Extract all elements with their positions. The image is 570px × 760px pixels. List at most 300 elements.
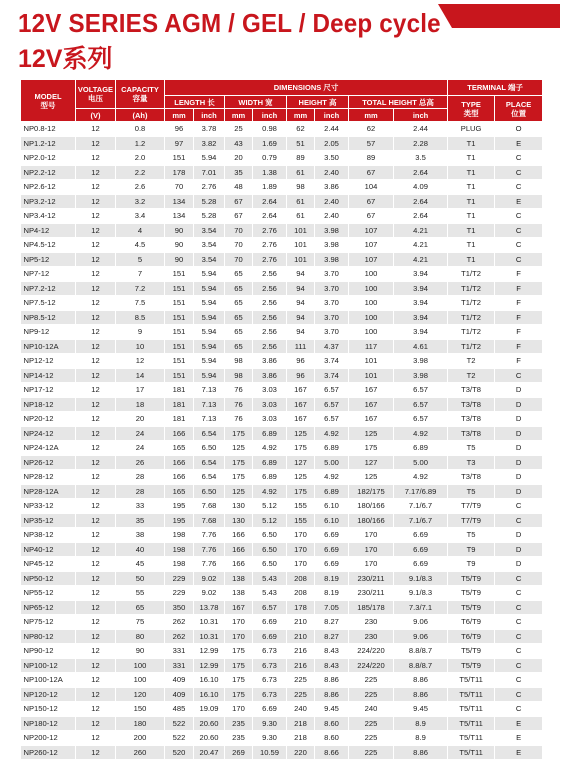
cell-voltage: 12 <box>76 296 116 311</box>
cell-voltage: 12 <box>76 238 116 253</box>
table-row <box>21 600 543 615</box>
cell-total-height-mm: 107 <box>349 238 394 253</box>
cell-height-mm: 175 <box>287 441 315 456</box>
cell-length-inch: 5.94 <box>194 296 225 311</box>
cell-height-mm: 167 <box>287 412 315 427</box>
cell-terminal-type: T1 <box>448 223 495 238</box>
cell-total-height-inch: 5.00 <box>394 455 448 470</box>
cell-total-height-inch: 3.5 <box>394 151 448 166</box>
cell-voltage: 12 <box>76 368 116 383</box>
cell-voltage: 12 <box>76 281 116 296</box>
table-row <box>21 151 543 166</box>
cell-terminal-place: E <box>495 194 543 209</box>
cell-total-height-inch: 6.57 <box>394 383 448 398</box>
cell-terminal-type: T1/T2 <box>448 267 495 282</box>
cell-height-mm: 170 <box>287 557 315 572</box>
cell-width-inch: 5.12 <box>253 513 287 528</box>
cell-model: NP18-12 <box>21 397 76 412</box>
cell-height-inch: 2.44 <box>315 122 349 137</box>
cell-model: NP40-12 <box>21 542 76 557</box>
cell-length-inch: 10.31 <box>194 629 225 644</box>
cell-length-inch: 16.10 <box>194 673 225 688</box>
cell-length-mm: 198 <box>165 528 194 543</box>
cell-terminal-type: T1/T2 <box>448 281 495 296</box>
cell-capacity: 3.4 <box>116 209 165 224</box>
cell-model: NP65-12 <box>21 600 76 615</box>
cell-capacity: 14 <box>116 368 165 383</box>
cell-total-height-inch: 2.64 <box>394 209 448 224</box>
cell-capacity: 2.6 <box>116 180 165 195</box>
cell-capacity: 4.5 <box>116 238 165 253</box>
cell-length-inch: 2.76 <box>194 180 225 195</box>
cell-length-mm: 151 <box>165 296 194 311</box>
cell-height-inch: 3.74 <box>315 368 349 383</box>
cell-total-height-inch: 7.1/6.7 <box>394 499 448 514</box>
cell-capacity: 75 <box>116 615 165 630</box>
cell-width-inch: 2.56 <box>253 310 287 325</box>
cell-model: NP75-12 <box>21 615 76 630</box>
cell-total-height-mm: 167 <box>349 412 394 427</box>
cell-terminal-type: T5/T9 <box>448 600 495 615</box>
table-row <box>21 122 543 137</box>
cell-length-inch: 5.94 <box>194 310 225 325</box>
cell-height-mm: 94 <box>287 281 315 296</box>
cell-height-mm: 170 <box>287 528 315 543</box>
cell-model: NP0.8-12 <box>21 122 76 137</box>
cell-width-inch: 6.50 <box>253 557 287 572</box>
cell-width-mm: 235 <box>225 716 253 731</box>
cell-height-mm: 101 <box>287 252 315 267</box>
cell-width-inch: 3.86 <box>253 354 287 369</box>
cell-height-inch: 8.66 <box>315 745 349 760</box>
cell-voltage: 12 <box>76 426 116 441</box>
cell-total-height-inch: 3.94 <box>394 281 448 296</box>
cell-voltage: 12 <box>76 180 116 195</box>
cell-length-inch: 7.68 <box>194 499 225 514</box>
cell-length-inch: 9.02 <box>194 571 225 586</box>
unit-width-inch: inch <box>253 109 287 122</box>
cell-terminal-place: F <box>495 354 543 369</box>
cell-total-height-inch: 9.1/8.3 <box>394 586 448 601</box>
cell-terminal-place: E <box>495 745 543 760</box>
cell-length-mm: 165 <box>165 441 194 456</box>
cell-terminal-place: E <box>495 731 543 746</box>
col-header-voltage: VOLTAGE 电压 <box>76 80 116 109</box>
cell-voltage: 12 <box>76 571 116 586</box>
cell-height-mm: 155 <box>287 513 315 528</box>
cell-length-inch: 3.82 <box>194 136 225 151</box>
cell-voltage: 12 <box>76 151 116 166</box>
cell-terminal-type: T9 <box>448 542 495 557</box>
cell-capacity: 24 <box>116 426 165 441</box>
cell-width-inch: 2.76 <box>253 238 287 253</box>
cell-total-height-mm: 170 <box>349 557 394 572</box>
cell-height-inch: 8.27 <box>315 615 349 630</box>
cell-height-inch: 8.19 <box>315 586 349 601</box>
unit-capacity: (Ah) <box>116 109 165 122</box>
cell-width-mm: 70 <box>225 252 253 267</box>
cell-length-mm: 134 <box>165 209 194 224</box>
cell-length-inch: 6.54 <box>194 426 225 441</box>
cell-terminal-type: T5 <box>448 484 495 499</box>
cell-voltage: 12 <box>76 136 116 151</box>
cell-length-inch: 6.54 <box>194 455 225 470</box>
cell-length-inch: 5.94 <box>194 339 225 354</box>
cell-voltage: 12 <box>76 267 116 282</box>
cell-model: NP7.5-12 <box>21 296 76 311</box>
cell-width-inch: 6.69 <box>253 629 287 644</box>
cell-total-height-inch: 6.69 <box>394 557 448 572</box>
cell-length-inch: 20.60 <box>194 716 225 731</box>
cell-terminal-type: T5/T9 <box>448 586 495 601</box>
cell-length-mm: 229 <box>165 586 194 601</box>
cell-capacity: 200 <box>116 731 165 746</box>
corner-decoration <box>438 4 560 28</box>
table-row <box>21 368 543 383</box>
cell-total-height-mm: 100 <box>349 325 394 340</box>
cell-width-mm: 235 <box>225 731 253 746</box>
cell-height-inch: 6.10 <box>315 499 349 514</box>
cell-capacity: 26 <box>116 455 165 470</box>
cell-model: NP7.2-12 <box>21 281 76 296</box>
cell-voltage: 12 <box>76 644 116 659</box>
cell-height-inch: 3.98 <box>315 252 349 267</box>
cell-terminal-type: T7/T9 <box>448 499 495 514</box>
cell-height-inch: 6.89 <box>315 484 349 499</box>
cell-terminal-place: C <box>495 644 543 659</box>
cell-length-mm: 151 <box>165 151 194 166</box>
cell-total-height-mm: 230/211 <box>349 586 394 601</box>
cell-total-height-inch: 3.94 <box>394 310 448 325</box>
cell-total-height-inch: 2.64 <box>394 194 448 209</box>
cell-terminal-type: T3/T8 <box>448 383 495 398</box>
cell-total-height-mm: 67 <box>349 209 394 224</box>
cell-length-mm: 195 <box>165 499 194 514</box>
cell-total-height-inch: 4.21 <box>394 223 448 238</box>
cell-total-height-inch: 6.57 <box>394 412 448 427</box>
cell-model: NP10-12A <box>21 339 76 354</box>
cell-length-mm: 151 <box>165 267 194 282</box>
cell-length-inch: 3.54 <box>194 252 225 267</box>
cell-model: NP38-12 <box>21 528 76 543</box>
cell-width-inch: 9.30 <box>253 716 287 731</box>
cell-height-inch: 6.69 <box>315 557 349 572</box>
table-row <box>21 397 543 412</box>
cell-length-mm: 331 <box>165 658 194 673</box>
cell-total-height-mm: 100 <box>349 296 394 311</box>
table-row <box>21 252 543 267</box>
cell-height-mm: 61 <box>287 209 315 224</box>
cell-model: NP33-12 <box>21 499 76 514</box>
unit-height-mm: mm <box>287 109 315 122</box>
cell-width-inch: 5.12 <box>253 499 287 514</box>
cell-length-mm: 262 <box>165 615 194 630</box>
cell-length-inch: 7.76 <box>194 542 225 557</box>
cell-width-inch: 6.73 <box>253 644 287 659</box>
cell-model: NP3.2-12 <box>21 194 76 209</box>
cell-total-height-mm: 185/178 <box>349 600 394 615</box>
cell-width-inch: 6.57 <box>253 600 287 615</box>
table-row <box>21 629 543 644</box>
cell-length-inch: 6.54 <box>194 470 225 485</box>
cell-total-height-inch: 8.86 <box>394 687 448 702</box>
cell-height-inch: 4.92 <box>315 470 349 485</box>
cell-length-inch: 5.94 <box>194 325 225 340</box>
cell-length-mm: 166 <box>165 455 194 470</box>
cell-capacity: 12 <box>116 354 165 369</box>
cell-total-height-mm: 224/220 <box>349 644 394 659</box>
cell-total-height-inch: 3.94 <box>394 296 448 311</box>
cell-capacity: 28 <box>116 484 165 499</box>
cell-model: NP120-12 <box>21 687 76 702</box>
cell-total-height-inch: 2.64 <box>394 165 448 180</box>
cell-height-mm: 62 <box>287 122 315 137</box>
cell-width-mm: 25 <box>225 122 253 137</box>
cell-height-inch: 2.40 <box>315 209 349 224</box>
cell-height-mm: 127 <box>287 455 315 470</box>
cell-terminal-place: C <box>495 586 543 601</box>
cell-capacity: 40 <box>116 542 165 557</box>
cell-terminal-place: D <box>495 412 543 427</box>
cell-voltage: 12 <box>76 513 116 528</box>
cell-total-height-mm: 89 <box>349 151 394 166</box>
cell-height-mm: 61 <box>287 165 315 180</box>
cell-capacity: 7.2 <box>116 281 165 296</box>
table-row <box>21 615 543 630</box>
table-row <box>21 325 543 340</box>
cell-length-mm: 166 <box>165 470 194 485</box>
cell-voltage: 12 <box>76 354 116 369</box>
cell-height-inch: 3.50 <box>315 151 349 166</box>
cell-width-inch: 2.76 <box>253 223 287 238</box>
cell-terminal-type: T5/T9 <box>448 571 495 586</box>
cell-height-mm: 125 <box>287 470 315 485</box>
cell-height-mm: 218 <box>287 731 315 746</box>
cell-model: NP28-12A <box>21 484 76 499</box>
table-row <box>21 426 543 441</box>
cell-terminal-type: T5/T9 <box>448 658 495 673</box>
cell-terminal-type: T1/T2 <box>448 339 495 354</box>
cell-height-inch: 8.19 <box>315 571 349 586</box>
cell-voltage: 12 <box>76 687 116 702</box>
cell-total-height-inch: 7.3/7.1 <box>394 600 448 615</box>
col-header-width: WIDTH 宽 <box>225 96 287 109</box>
cell-model: NP4-12 <box>21 223 76 238</box>
cell-total-height-mm: 225 <box>349 716 394 731</box>
cell-total-height-inch: 8.8/8.7 <box>394 658 448 673</box>
cell-length-inch: 12.99 <box>194 658 225 673</box>
cell-capacity: 18 <box>116 397 165 412</box>
cell-length-mm: 331 <box>165 644 194 659</box>
table-row <box>21 571 543 586</box>
cell-height-mm: 61 <box>287 194 315 209</box>
cell-length-inch: 5.94 <box>194 354 225 369</box>
cell-voltage: 12 <box>76 470 116 485</box>
cell-length-mm: 97 <box>165 136 194 151</box>
cell-width-mm: 269 <box>225 745 253 760</box>
col-header-capacity: CAPACITY 容量 <box>116 80 165 109</box>
cell-width-inch: 6.69 <box>253 615 287 630</box>
cell-length-inch: 7.13 <box>194 383 225 398</box>
table-row <box>21 267 543 282</box>
cell-width-inch: 6.50 <box>253 542 287 557</box>
cell-height-inch: 6.57 <box>315 383 349 398</box>
cell-model: NP260-12 <box>21 745 76 760</box>
cell-model: NP24-12A <box>21 441 76 456</box>
cell-terminal-place: D <box>495 397 543 412</box>
cell-total-height-inch: 3.98 <box>394 368 448 383</box>
cell-terminal-place: F <box>495 310 543 325</box>
cell-height-inch: 5.00 <box>315 455 349 470</box>
cell-terminal-type: T2 <box>448 368 495 383</box>
cell-total-height-inch: 8.86 <box>394 673 448 688</box>
cell-model: NP1.2-12 <box>21 136 76 151</box>
cell-total-height-inch: 9.06 <box>394 615 448 630</box>
cell-length-inch: 6.50 <box>194 484 225 499</box>
cell-width-mm: 166 <box>225 542 253 557</box>
cell-terminal-place: C <box>495 658 543 673</box>
cell-terminal-type: T1 <box>448 238 495 253</box>
cell-width-inch: 3.03 <box>253 412 287 427</box>
cell-width-mm: 65 <box>225 296 253 311</box>
cell-total-height-mm: 100 <box>349 281 394 296</box>
cell-width-mm: 43 <box>225 136 253 151</box>
col-header-type: TYPE 类型 <box>448 96 495 122</box>
cell-height-inch: 6.57 <box>315 412 349 427</box>
cell-length-mm: 198 <box>165 542 194 557</box>
cell-height-mm: 216 <box>287 644 315 659</box>
cell-width-mm: 170 <box>225 629 253 644</box>
cell-capacity: 3.2 <box>116 194 165 209</box>
col-header-dimensions: DIMENSIONS 尺寸 <box>165 80 448 96</box>
cell-height-mm: 208 <box>287 586 315 601</box>
unit-voltage: (V) <box>76 109 116 122</box>
cell-terminal-type: T3/T8 <box>448 470 495 485</box>
cell-capacity: 55 <box>116 586 165 601</box>
cell-voltage: 12 <box>76 716 116 731</box>
cell-height-mm: 225 <box>287 673 315 688</box>
table-row <box>21 644 543 659</box>
cell-terminal-place: C <box>495 513 543 528</box>
cell-terminal-type: T5 <box>448 528 495 543</box>
cell-height-inch: 8.27 <box>315 629 349 644</box>
cell-width-inch: 6.69 <box>253 702 287 717</box>
cell-capacity: 80 <box>116 629 165 644</box>
cell-terminal-type: T1 <box>448 151 495 166</box>
cell-terminal-place: C <box>495 571 543 586</box>
cell-capacity: 2.0 <box>116 151 165 166</box>
cell-terminal-type: T6/T9 <box>448 629 495 644</box>
cell-terminal-place: C <box>495 209 543 224</box>
table-row <box>21 281 543 296</box>
cell-capacity: 90 <box>116 644 165 659</box>
cell-length-mm: 151 <box>165 368 194 383</box>
cell-voltage: 12 <box>76 252 116 267</box>
cell-voltage: 12 <box>76 745 116 760</box>
cell-length-inch: 19.09 <box>194 702 225 717</box>
cell-height-inch: 6.89 <box>315 441 349 456</box>
cell-length-mm: 262 <box>165 629 194 644</box>
unit-width-mm: mm <box>225 109 253 122</box>
cell-height-mm: 96 <box>287 354 315 369</box>
cell-width-inch: 6.89 <box>253 426 287 441</box>
cell-width-mm: 65 <box>225 310 253 325</box>
unit-total-height-mm: mm <box>349 109 394 122</box>
table-row <box>21 441 543 456</box>
cell-height-inch: 8.60 <box>315 731 349 746</box>
cell-total-height-mm: 67 <box>349 165 394 180</box>
cell-voltage: 12 <box>76 629 116 644</box>
cell-height-mm: 96 <box>287 368 315 383</box>
cell-total-height-inch: 4.61 <box>394 339 448 354</box>
cell-width-inch: 2.64 <box>253 209 287 224</box>
cell-terminal-place: C <box>495 252 543 267</box>
cell-terminal-place: E <box>495 136 543 151</box>
cell-model: NP24-12 <box>21 426 76 441</box>
cell-voltage: 12 <box>76 397 116 412</box>
cell-model: NP7-12 <box>21 267 76 282</box>
cell-capacity: 38 <box>116 528 165 543</box>
table-row <box>21 383 543 398</box>
cell-total-height-mm: 125 <box>349 426 394 441</box>
cell-total-height-mm: 57 <box>349 136 394 151</box>
cell-total-height-mm: 224/220 <box>349 658 394 673</box>
cell-length-inch: 20.47 <box>194 745 225 760</box>
cell-terminal-place: C <box>495 223 543 238</box>
cell-terminal-type: T1 <box>448 165 495 180</box>
cell-terminal-type: T5/T11 <box>448 702 495 717</box>
col-header-total-height: TOTAL HEIGHT 总高 <box>349 96 448 109</box>
cell-terminal-type: T1 <box>448 180 495 195</box>
cell-length-inch: 7.76 <box>194 557 225 572</box>
table-row <box>21 310 543 325</box>
cell-length-inch: 16.10 <box>194 687 225 702</box>
cell-height-mm: 167 <box>287 383 315 398</box>
cell-model: NP35-12 <box>21 513 76 528</box>
cell-height-inch: 3.70 <box>315 267 349 282</box>
cell-width-inch: 9.30 <box>253 731 287 746</box>
cell-voltage: 12 <box>76 455 116 470</box>
cell-width-mm: 170 <box>225 615 253 630</box>
cell-total-height-inch: 4.09 <box>394 180 448 195</box>
cell-width-inch: 6.73 <box>253 658 287 673</box>
cell-width-mm: 65 <box>225 339 253 354</box>
cell-height-mm: 170 <box>287 542 315 557</box>
cell-width-mm: 65 <box>225 325 253 340</box>
cell-total-height-inch: 7.1/6.7 <box>394 513 448 528</box>
cell-width-inch: 2.56 <box>253 296 287 311</box>
cell-height-mm: 210 <box>287 615 315 630</box>
table-row <box>21 296 543 311</box>
cell-capacity: 260 <box>116 745 165 760</box>
cell-model: NP200-12 <box>21 731 76 746</box>
cell-length-mm: 90 <box>165 223 194 238</box>
cell-total-height-inch: 4.21 <box>394 238 448 253</box>
cell-total-height-inch: 8.8/8.7 <box>394 644 448 659</box>
cell-total-height-mm: 225 <box>349 745 394 760</box>
cell-terminal-place: D <box>495 557 543 572</box>
cell-height-inch: 6.69 <box>315 528 349 543</box>
cell-total-height-mm: 240 <box>349 702 394 717</box>
cell-width-inch: 5.43 <box>253 586 287 601</box>
cell-terminal-type: T9 <box>448 557 495 572</box>
cell-height-inch: 6.10 <box>315 513 349 528</box>
cell-terminal-type: T5/T11 <box>448 673 495 688</box>
cell-width-inch: 0.79 <box>253 151 287 166</box>
cell-height-mm: 94 <box>287 267 315 282</box>
cell-capacity: 100 <box>116 658 165 673</box>
cell-length-mm: 151 <box>165 325 194 340</box>
